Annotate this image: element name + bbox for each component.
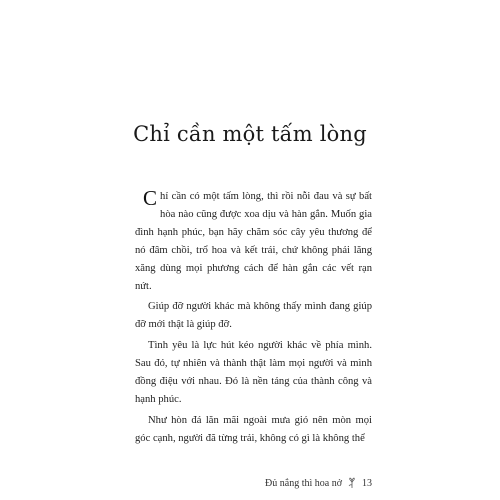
paragraph-3: Tình yêu là lực hút kéo người khác về phía mình. Sau đó, tự nhiên và thành thật làm mọi người và mình đồng điệu với nhau. Đó là nền tảng của thành công và hạnh phúc.: [135, 340, 372, 405]
body-text: [135, 188, 372, 451]
paragraph-1-text: hỉ cần có một tấm lòng, thì rồi nỗi đau và sự bất hòa nào cũng được xoa dịu và hàn gắn. Muốn gia đình hạnh phúc, bạn hãy chăm sóc cây yêu thương để nó đâm chồi, trổ hoa và kết trái, chứ không phải lăng xăng dùng mọi phương cách để hàn gắn các vết rạn nứt.: [135, 191, 372, 292]
page-number: 13: [362, 477, 372, 489]
footer-book-title: Đủ nắng thì hoa nở: [265, 477, 342, 489]
running-footer: [265, 477, 372, 489]
chapter-title: Chỉ cần một tấm lòng: [133, 122, 367, 146]
paragraph-4: Như hòn đá lăn mãi ngoài mưa gió nên mòn mọi góc cạnh, người đã từng trải, không có gì là không thể: [135, 414, 372, 444]
drop-cap: C: [143, 186, 158, 210]
paragraph-1: [135, 188, 372, 295]
flower-icon: [346, 477, 358, 489]
paragraph-2: Giúp đỡ người khác mà không thấy mình đang giúp đỡ mới thật là giúp đỡ.: [135, 301, 372, 331]
